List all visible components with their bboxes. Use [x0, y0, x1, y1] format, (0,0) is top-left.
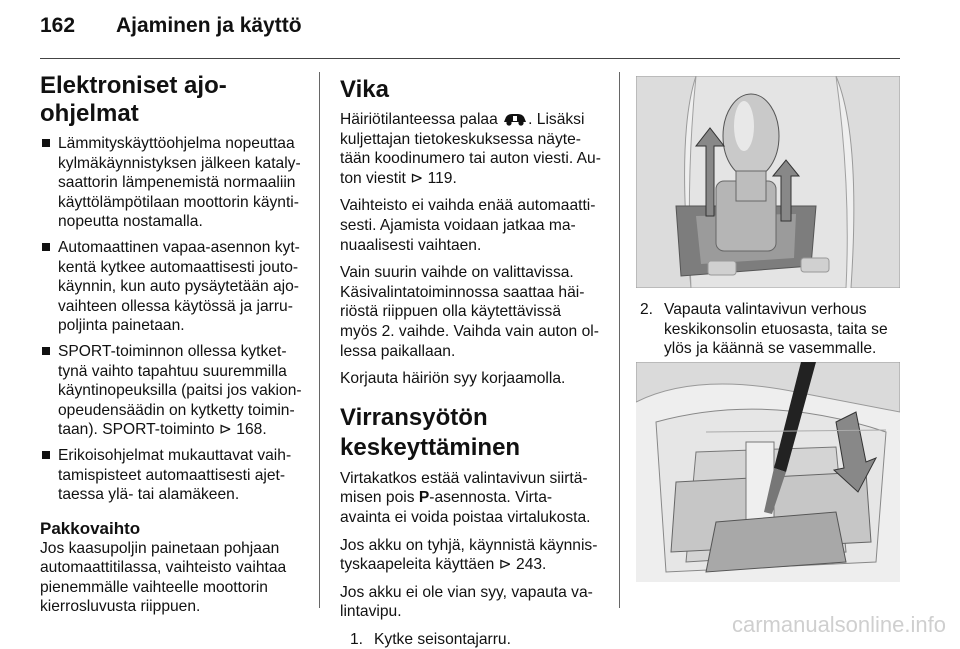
- text-line: automaattitilassa, vaihteisto vaihtaa: [40, 559, 287, 577]
- step-text-line: keskikonsolin etuosasta, taita se: [664, 320, 888, 338]
- text-fragment: . Lisäksi: [528, 111, 585, 128]
- text-fragment: -asennosta. Virta-: [429, 489, 553, 507]
- bullet-square-icon: [42, 451, 50, 459]
- text-line: myös 2. vaihde. Vaihda vain auton ol-: [340, 322, 599, 340]
- text-line: Jos akku on tyhjä, käynnistä käynnis-: [340, 536, 598, 554]
- bullet-list: [40, 134, 306, 505]
- text-line: lintavipu.: [340, 603, 402, 621]
- paragraph: [340, 536, 606, 575]
- text-line: Käsivalintatoiminnossa saattaa häi-: [340, 283, 585, 301]
- bullet-line: taessa ylä- tai alamäkeen.: [58, 486, 240, 504]
- text-line: Jos akku ei ole vian syy, vapauta va-: [340, 583, 593, 601]
- text-fragment: Häiriötilanteessa palaa: [340, 111, 498, 128]
- paragraph: [340, 583, 606, 622]
- step-text-line: ylös ja käännä se vasemmalle.: [664, 340, 877, 358]
- text-line: Jos kaasupoljin painetaan pohjaan: [40, 539, 280, 557]
- bullet-line: Erikoisohjelmat mukauttavat vaih-: [58, 446, 292, 464]
- paragraph: [340, 469, 606, 528]
- bullet-square-icon: [42, 139, 50, 147]
- text-line: tyskaapeleita käyttäen ⊳ 243.: [340, 556, 547, 574]
- section-title-power-interruption: [340, 403, 606, 463]
- step-number: 1.: [350, 630, 364, 648]
- page-number: 162: [40, 14, 76, 37]
- bullet-line: käyttölämpötilaan moottorin käynti-: [58, 193, 299, 211]
- bullet-line: poljinta painetaan.: [58, 317, 185, 335]
- text-line: riöstä riippuen olla käytettävissä: [340, 303, 562, 321]
- text-line: Vaihteisto ei vaihda enää automaatti-: [340, 197, 596, 215]
- bullet-line: kentä kytkee automaattisesti jouto-: [58, 258, 299, 276]
- paragraph: [340, 110, 606, 188]
- bullet-line: taan). SPORT-toiminto ⊳ 168.: [58, 421, 267, 439]
- bullet-line: saattorin lämpenemistä normaaliin: [58, 174, 296, 192]
- paragraph: [340, 263, 606, 361]
- bullet-square-icon: [42, 243, 50, 251]
- bullet-line: käyntinopeuksilla (paitsi jos vakion-: [58, 382, 302, 400]
- watermark: carmanualsonline.info: [731, 612, 946, 637]
- text-line: tään koodinumero tai auton viesti. Au-: [340, 150, 601, 168]
- text-line: Virtakatkos estää valintavivun siirtä-: [340, 469, 588, 487]
- section-title-fault: Vika: [340, 76, 389, 103]
- list-item: [40, 134, 306, 232]
- park-position-label: P: [418, 489, 430, 507]
- bullet-line: kylmäkäynnistyksen jälkeen kataly-: [58, 154, 301, 172]
- paragraph: [340, 196, 606, 255]
- lever-cover-removal-illustration: [636, 362, 900, 582]
- column-3-text: [640, 300, 902, 359]
- section-title-drive-programs: Elektroniset ajo-ohjelmat: [40, 72, 227, 127]
- text-line: kierrosluvusta riippuen.: [40, 598, 201, 616]
- bullet-line: Lämmityskäyttöohjelma nopeuttaa: [58, 135, 295, 152]
- chapter-title: Ajaminen ja käyttö: [116, 14, 302, 37]
- step-text-line: Vapauta valintavivun verhous: [664, 301, 867, 318]
- paragraph-kickdown: [40, 539, 306, 617]
- gear-selector-illustration: [636, 76, 900, 288]
- bullet-line: Automaattinen vapaa-asennon kyt-: [58, 238, 300, 256]
- title-line: Virransyötön: [340, 403, 488, 431]
- text-line: Vain suurin vaihde on valittavissa.: [340, 264, 574, 282]
- car-wrench-warning-icon: [502, 111, 528, 127]
- bullet-square-icon: [42, 347, 50, 355]
- text-line: lessa paikallaan.: [340, 342, 456, 360]
- subsection-title-kickdown: Pakkovaihto: [40, 518, 141, 538]
- column-divider-2: [619, 72, 620, 608]
- numbered-step-1: [350, 630, 606, 649]
- column-2: [340, 76, 606, 649]
- text-fragment: misen pois: [340, 489, 419, 507]
- list-item: [40, 342, 306, 440]
- step-number: 2.: [640, 301, 654, 318]
- bullet-line: käynnin, kun auto pysäytetään ajo-: [58, 278, 299, 296]
- step-text: Kytke seisontajarru.: [374, 630, 511, 648]
- text-line: pienemmälle vaihteelle moottorin: [40, 578, 268, 596]
- list-item: [40, 446, 306, 505]
- list-item: [40, 238, 306, 336]
- text-line: sesti. Ajamista voidaan jatkaa ma-: [340, 216, 576, 234]
- paragraph: Korjauta häiriön syy korjaamolla.: [340, 370, 566, 388]
- bullet-line: nopeutta nostamalla.: [58, 213, 203, 231]
- bullet-line: vaihteen ollessa käytössä ja jarru-: [58, 297, 293, 315]
- column-divider-1: [319, 72, 320, 608]
- bullet-line: tamispisteet automaattisesti ajet-: [58, 466, 286, 484]
- bullet-line: opeudensäädin on kytketty toimin-: [58, 401, 295, 419]
- text-line: nuaalisesti vaihtaen.: [340, 236, 482, 254]
- text-line: avainta ei voida poistaa virtalukosta.: [340, 508, 591, 526]
- bullet-line: SPORT-toiminnon ollessa kytket-: [58, 342, 287, 360]
- text-line: kuljettajan tietokeskuksessa näyte-: [340, 130, 581, 148]
- header-rule: [40, 58, 900, 59]
- bullet-line: tynä vaihto tapahtuu suuremmilla: [58, 362, 287, 380]
- text-line: ton viestit ⊳ 119.: [340, 169, 457, 187]
- title-line: keskeyttäminen: [340, 433, 521, 461]
- numbered-step-2: [640, 300, 902, 359]
- column-1: [40, 72, 306, 617]
